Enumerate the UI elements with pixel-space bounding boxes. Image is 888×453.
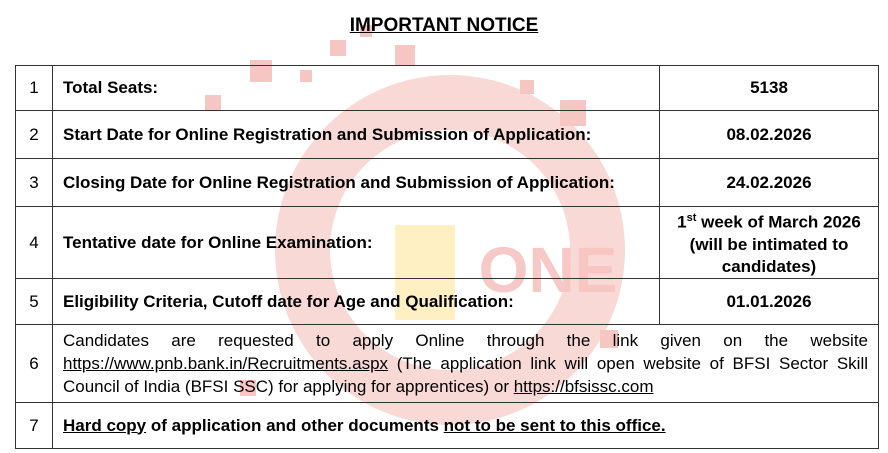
- row-text: [53, 325, 879, 403]
- row-number: 3: [16, 159, 53, 207]
- row-label: Total Seats:: [53, 66, 660, 111]
- watermark-text: ONE: [478, 234, 618, 306]
- value-prefix: 1: [677, 212, 687, 232]
- row-number: 4: [16, 207, 53, 279]
- row-text-middle: (The application link will open website of BFSI Sector Skill Council of India (BFSI SSC) for applying for apprentices) or: [63, 354, 868, 396]
- value-line2: (will be intimated to: [689, 234, 849, 254]
- row-value: 5138: [660, 66, 879, 111]
- row-value: 24.02.2026: [660, 159, 879, 207]
- row-value: 08.02.2026: [660, 111, 879, 159]
- value-line1: week of March 2026: [696, 212, 861, 232]
- row-text-middle: of application and other documents: [146, 415, 444, 435]
- hard-copy-text: Hard copy: [63, 415, 147, 435]
- table-row: [16, 325, 879, 403]
- table-row: [16, 207, 879, 279]
- row-number: 6: [16, 325, 53, 403]
- table-row: [16, 159, 879, 207]
- row-number: 2: [16, 111, 53, 159]
- table-row: [16, 279, 879, 325]
- notice-table: [15, 65, 879, 449]
- table-row: [16, 66, 879, 111]
- row-number: 7: [16, 403, 53, 449]
- table-row: [16, 403, 879, 449]
- row-label: Closing Date for Online Registration and Submission of Application:: [53, 159, 660, 207]
- page-title: IMPORTANT NOTICE: [349, 15, 539, 36]
- row-value: 01.01.2026: [660, 279, 879, 325]
- row-label: Eligibility Criteria, Cutoff date for Age and Qualification:: [53, 279, 660, 325]
- row-number: 1: [16, 66, 53, 111]
- value-line3: candidates): [721, 256, 817, 276]
- row-label: Tentative date for Online Examination:: [53, 207, 660, 279]
- row-label: Start Date for Online Registration and Submission of Application:: [53, 111, 660, 159]
- row-text: [53, 403, 879, 449]
- not-to-be-sent-text: not to be sent to this office.: [443, 415, 666, 435]
- row-number: 5: [16, 279, 53, 325]
- table-row: [16, 111, 879, 159]
- row-value: [660, 207, 879, 279]
- row-text-before: Candidates are requested to apply Online through the link given on the website: [63, 331, 868, 350]
- pnb-recruitments-link[interactable]: https://www.pnb.bank.in/Recruitments.aspx: [63, 354, 389, 373]
- bfsissc-link[interactable]: https://bfsissc.com: [513, 377, 654, 396]
- value-ordinal: st: [686, 212, 697, 225]
